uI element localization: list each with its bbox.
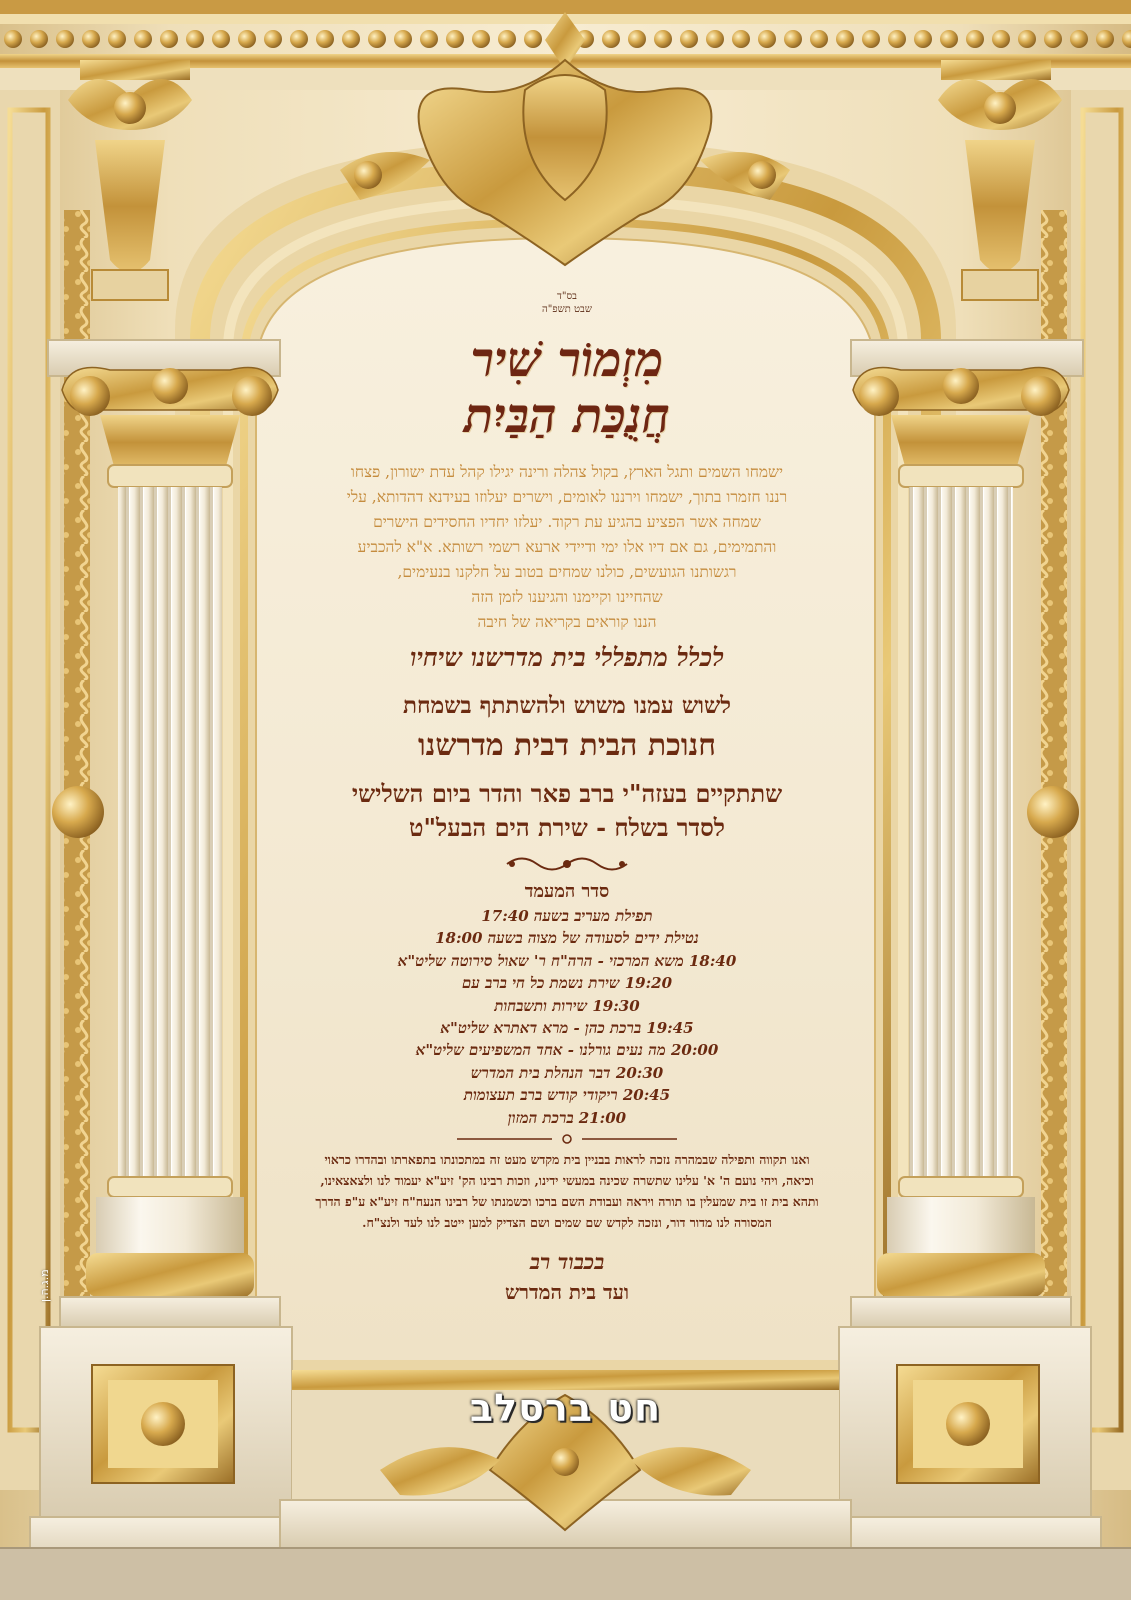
brand-logo: חט ברסלב (469, 1386, 662, 1430)
closing-line: ותהא בית זו בית שמעלין בו תורה ויראה ועבודת השם ברכו וכשמנתו של רבינו הנעח"ח זיע"א ע"פ הדרך (315, 1194, 819, 1210)
top-date: שבט תשפ"ה (542, 304, 592, 315)
signature-greeting: בכבוד רב (529, 1249, 605, 1275)
intro-line: ישמחו השמים ותגל הארץ, בקול צהלה ורינה יגילו קהל עדת ישורון, פצחו (350, 463, 784, 481)
schedule-item: תפילת מעריב בשעה 17:40 (481, 907, 653, 925)
closing-line: המסורה לנו מדור דור, ונזכה לקדש שם שמים ושם הצדיק למען ייטב לנו לעד ולנצ"ח. (362, 1215, 772, 1231)
signature-committee: ועד בית המדרש (504, 1280, 630, 1305)
title-line-1: מִזְמוֹר שִׁיר (470, 332, 664, 388)
schedule-item: 20:45 ריקודי קודש ברב תעצומות (463, 1086, 671, 1105)
designer-credit: מ.ג.ה.ן (38, 1269, 51, 1302)
schedule-item: 21:00 ברכת המזון (507, 1108, 627, 1127)
schedule-list (270, 905, 864, 1129)
intro-line: הננו קוראים בקריאה של חיבה (477, 613, 657, 631)
closing-line: ואנו תקווה ותפילה שבמהרה נזכה לראות בבניין בית מקדש מעט זה במתכונתו בתפארתו ובהדרו כראוי (324, 1152, 810, 1168)
closing-line: וכיאה, ויהי נועם ה' א' עלינו שתשרה שכינה במעשי ידינו, וזכות רבינו הק' זיע"א יעמוד לנו ולצאצאינו, (320, 1173, 814, 1189)
headline-2: חנוכת הבית דבית מדרשנו (417, 728, 717, 763)
headline-1: לשוש עמנו משוש ולהשתתף בשמחת (402, 692, 732, 719)
intro-line: והתמימים, גם אם דיו אלו ימי ודיידי ארעא רשמי רשותא. א"א להכביע (357, 538, 777, 556)
headline-4: לסדר בשלח - שירת הים הבעל"ט (409, 813, 725, 842)
small-divider-icon (457, 1133, 677, 1145)
schedule-item: 20:00 מה נעים גורלנו - אחד המשפיעים שליט"א (415, 1041, 719, 1060)
schedule-title: סדר המעמד (524, 881, 610, 902)
headline-3: שתתקיים בעזה"י ברב פאר והדר ביום השלישי (351, 779, 783, 808)
intro-line: רגשותנו הגועשים, כולנו שמחים בטוב על חלקנו בנעימים, (397, 563, 737, 581)
closing-paragraph (270, 1149, 864, 1233)
schedule-item: 19:20 שירת נשמת כל חי ברב עם (461, 974, 673, 993)
top-abbrev: בס"ד (557, 291, 577, 302)
schedule-item: 19:45 ברכת כהן - מרא דאתרא שליט"א (440, 1019, 694, 1038)
invitation-addressee: לכלל מתפללי בית מדרשנו שיחיו (410, 643, 724, 672)
schedule-item: 20:30 דבר הנהלת בית המדרש (470, 1063, 664, 1082)
intro-paragraph (270, 460, 864, 635)
intro-line: שהחיינו וקיימנו והגיענו לזמן הזה (471, 588, 663, 606)
flourish-divider-icon (502, 853, 632, 875)
title-line-2: חֲנֻכַּת הַבַּיִת (463, 388, 671, 444)
intro-line: רננו חזמרו בתוך, ישמחו וירננו לאומים, וישרים יעלוזו בעידנא דהדותא, עלי (346, 488, 788, 506)
schedule-item: 18:40 משא המרכזי - הרה"ח ר' שאול סירוטה שליט"א (397, 951, 737, 970)
invitation-panel (270, 290, 864, 1355)
schedule-item: נטילת ידים לסעודה של מצוה בשעה 18:00 (435, 929, 699, 948)
schedule-item: 19:30 שירות ותשבחות (494, 996, 640, 1015)
intro-line: שמחה אשר הפציע בהגיע עת רקוד. יעלזו יחדיו החסידים הישרים (373, 513, 761, 531)
